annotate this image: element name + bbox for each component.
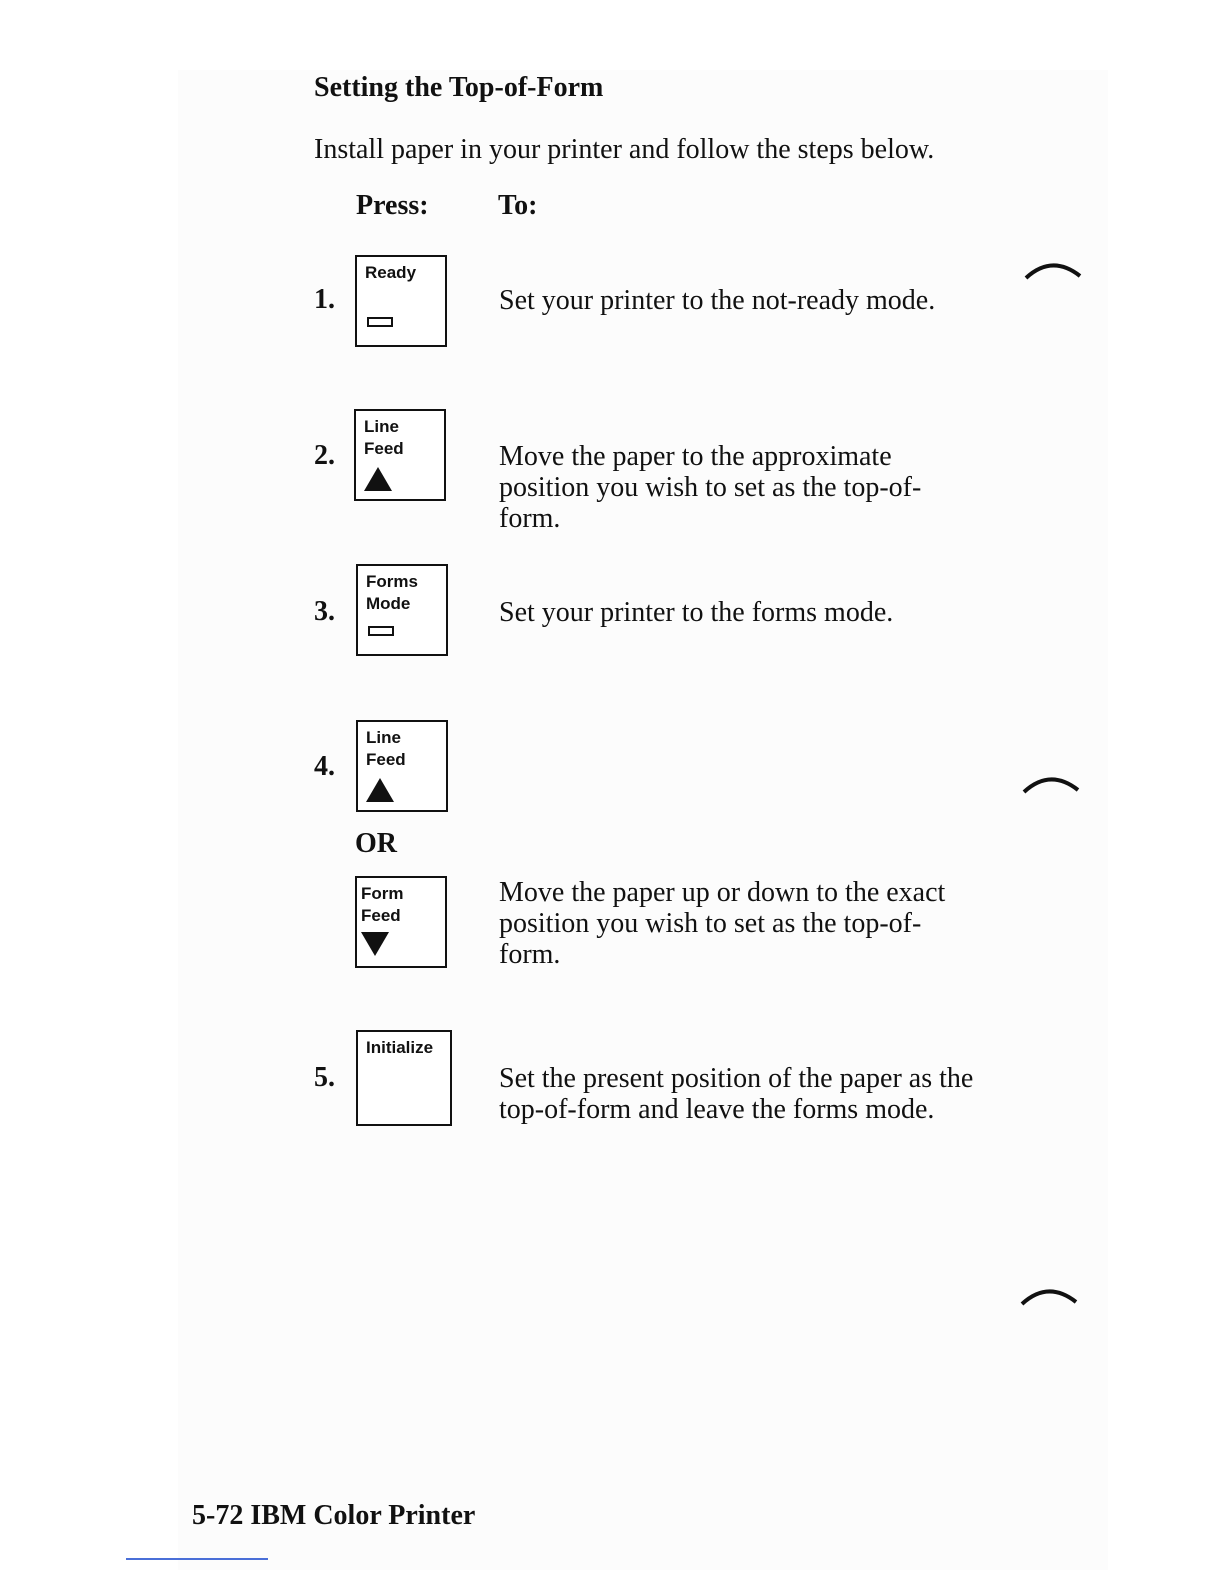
line-feed-key (356, 720, 448, 812)
page-footer: 5-72 IBM Color Printer (192, 1500, 476, 1531)
key-label: Form Feed (361, 884, 404, 925)
binder-hole-mark-icon (1020, 1284, 1078, 1306)
to-column-header: To: (498, 190, 538, 221)
step-number: 1. (314, 284, 335, 315)
indicator-light-icon (367, 317, 393, 327)
line-feed-key (354, 409, 446, 501)
down-arrow-icon (361, 932, 389, 956)
step-action: Move the paper to the approximate position you wish to set as the top-of-form. (499, 441, 922, 534)
intro-text: Install paper in your printer and follow the steps below. (314, 134, 935, 165)
up-arrow-icon (366, 778, 394, 802)
forms-mode-key (356, 564, 448, 656)
step-action: Move the paper up or down to the exact position you wish to set as the top-of-form. (499, 877, 946, 970)
step-number: 5. (314, 1062, 335, 1093)
key-label: Line Feed (366, 728, 406, 769)
step-action: Set your printer to the forms mode. (499, 597, 894, 628)
step-number: 2. (314, 440, 335, 471)
up-arrow-icon (364, 467, 392, 491)
step-action: Set the present position of the paper as the top-of-form and leave the forms mode. (499, 1063, 974, 1125)
ready-key (355, 255, 447, 347)
press-column-header: Press: (356, 190, 429, 221)
step-number: 3. (314, 596, 335, 627)
step-number: 4. (314, 751, 335, 782)
footer-underline (126, 1558, 268, 1560)
section-title: Setting the Top-of-Form (314, 72, 604, 103)
key-label: Initialize (366, 1038, 434, 1057)
key-label: Forms Mode (366, 572, 418, 613)
step-action: Set your printer to the not-ready mode. (499, 285, 936, 316)
form-feed-key (355, 876, 447, 968)
indicator-light-icon (368, 626, 394, 636)
binder-hole-mark-icon (1022, 772, 1080, 794)
or-separator: OR (355, 828, 397, 859)
initialize-key (356, 1030, 452, 1126)
key-label: Ready (365, 263, 417, 282)
key-label: Line Feed (364, 417, 404, 458)
binder-hole-mark-icon (1024, 258, 1082, 280)
